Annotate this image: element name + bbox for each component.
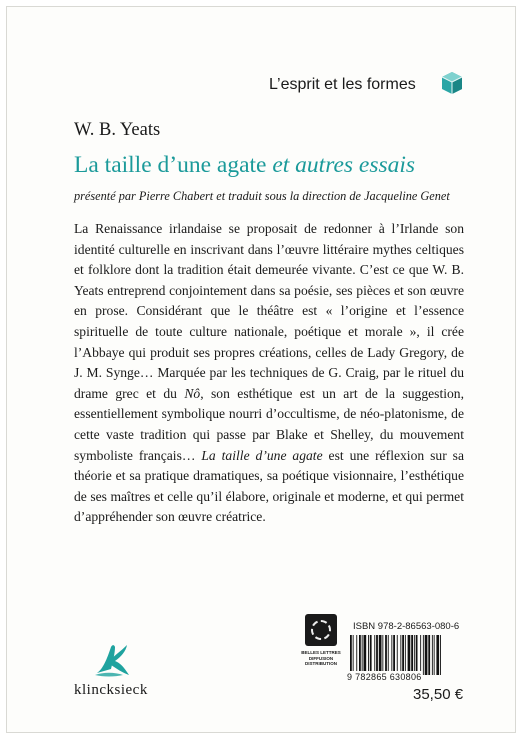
title-main: La taille d’une agate [74,152,267,178]
distributor-text: BELLES LETTRES DIFFUSION DISTRIBUTION [301,650,341,666]
barcode-bar [434,635,435,675]
cube-icon [439,70,465,96]
blurb-text-1: La Renaissance irlandaise se proposait de redonner à l’Irlande son identité culturelle en inscrivant dans l’œuvre littéraire mythes celtiques et folklore dont la tradition était demeurée vivante. C’est ce que W. B. Yeats entreprend conjointement dans sa poésie, ses pièces et son œuvre en prose. Considérant que le théâtre est « l’origine et l’essence spirituelle de toute culture nationale, poétique et morale », il crée l’Abbaye qui produit ses propres créations, celles de Lady Gregory, de J. M. Synge… Marquée par les techniques de G. Craig, par le rituel du drame grec et du [74,221,464,401]
back-cover [6,6,516,733]
barcode-bar [436,635,439,675]
barcode-bar [400,635,401,675]
book-title [74,152,415,179]
barcode-bar [440,635,441,675]
barcode-bar [391,635,392,675]
barcode-bar [356,635,357,675]
barcode-bar [402,635,404,675]
barcode-bar [423,635,424,675]
series-label: L’esprit et les formes [269,76,416,93]
barcode-bar [385,635,387,675]
barcode-bar [370,635,372,675]
barcode [349,635,467,675]
distributor-seal-logo [305,614,337,646]
barcode-bar [359,635,361,675]
blurb-text-2: , son esthétique est un art de la suggestion, essentiellement symbolique nourri d’occultisme, de néo-platonisme, de cette vaste tradition qui passe par Blake et Shelley, du mouvement symboliste français… [74,385,464,463]
barcode-bar [428,635,430,675]
publisher-name: klincksieck [74,682,148,698]
barcode-bar [432,635,433,675]
barcode-bar [405,635,406,675]
barcode-bar [425,635,428,675]
publisher-k-logo [93,639,133,679]
barcode-bar [411,635,413,675]
blurb-paragraph [74,219,464,528]
blurb-text-3: est une réflexion sur sa théorie et sa pratique dramatiques, sa poétique visionnaire, l’esthétique de ses maîtres et celle qu’il élabore, originale et moderne, et qui permet d’appréhender son œuvre créatrice. [74,447,464,525]
barcode-bar [420,635,421,675]
book-subtitle: présenté par Pierre Chabert et traduit sous la direction de Jacqueline Genet [74,189,450,203]
book-author: W. B. Yeats [74,120,161,140]
price: 35,50 € [413,686,464,703]
barcode-bar [388,635,389,675]
barcode-bar [376,635,378,675]
barcode-bar [368,635,369,675]
barcode-bar [393,635,395,675]
blurb-no-italic: Nô [184,385,201,401]
barcode-bar [397,635,398,675]
isbn-label: ISBN 978-2-86563-080-6 [353,621,460,632]
barcode-bar [353,635,354,675]
series-header [269,76,449,94]
barcode-bar [350,635,352,675]
barcode-bar [408,635,411,675]
barcode-bar [379,635,382,675]
barcode-bar [362,635,363,675]
barcode-digits: 9 782865 630806 [347,672,422,682]
barcode-bar [382,635,383,675]
barcode-bar [416,635,418,675]
barcode-bar [364,635,367,675]
blurb-title-italic: La taille d’une agate [201,447,323,463]
title-italic: et autres essais [272,152,416,178]
barcode-bar [414,635,415,675]
barcode-bar [374,635,375,675]
